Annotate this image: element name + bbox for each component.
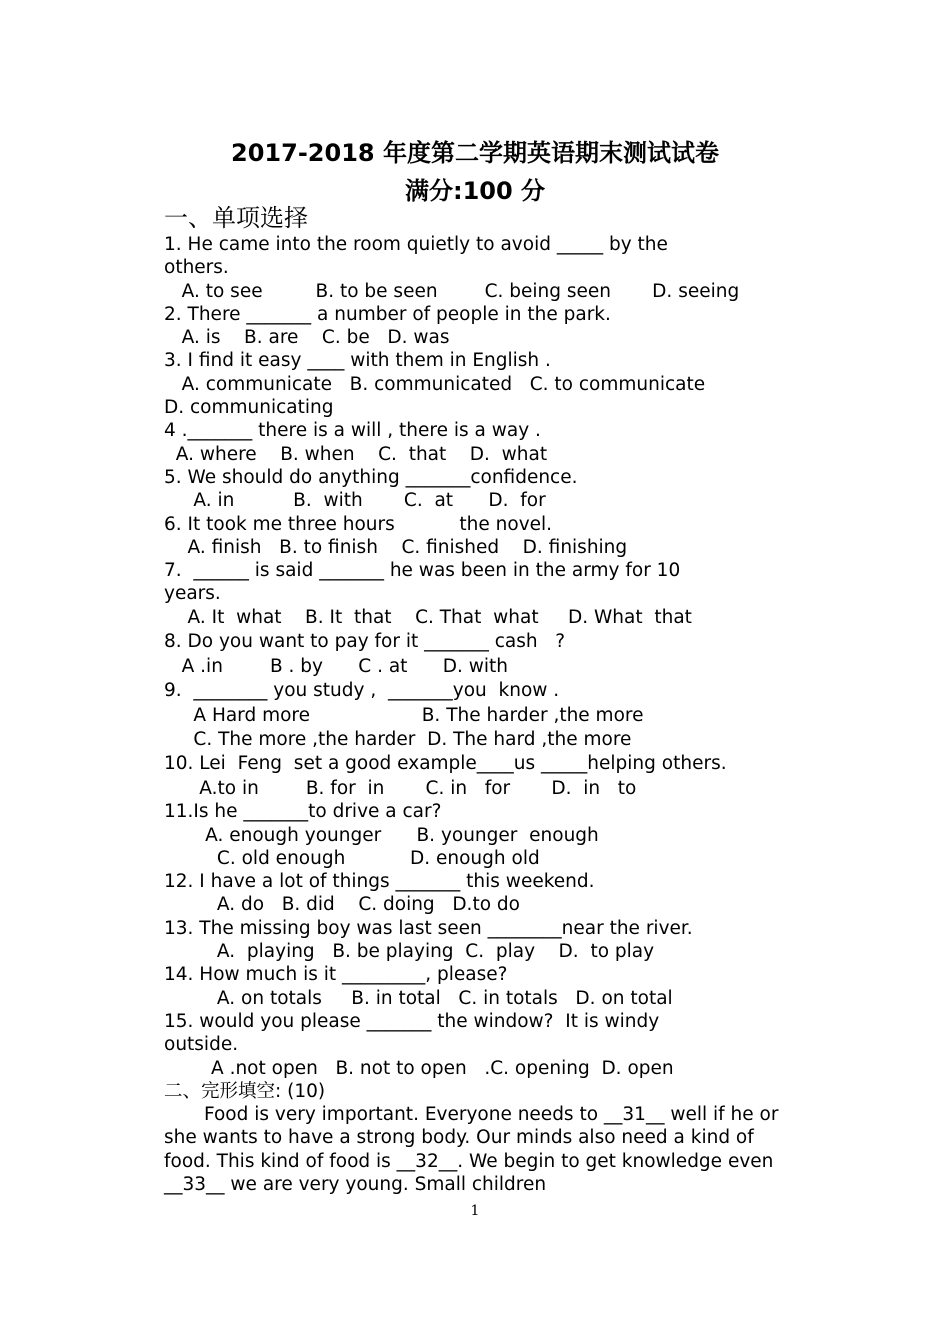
question-line: A Hard more B. The harder ,the more xyxy=(164,705,644,727)
question-line: A. playing B. be playing C. play D. to play xyxy=(164,941,655,963)
question-line: 12. I have a lot of things _______ this weekend. xyxy=(164,871,595,893)
cloze-passage: Food is very important. Everyone needs to __31__ well if he or she wants to have a strong body. Our minds also need a kind of food. This kind of food is __32__. We begin to get knowledge even __33__ we are very young. Small children xyxy=(164,1104,779,1195)
question-line: 7. ______ is said _______ he was been in the army for 10 xyxy=(164,560,681,582)
question-line: A. to see B. to be seen C. being seen D. seeing xyxy=(164,280,740,302)
question-line: others. xyxy=(164,257,229,279)
exam-title: 2017-2018 年度第二学期英语期末测试试卷 xyxy=(231,139,719,167)
question-line: D. communicating xyxy=(164,397,334,419)
question-line: 9. ________ you study , _______you know . xyxy=(164,680,560,702)
question-line: 15. would you please _______ the window? It is windy xyxy=(164,1010,660,1032)
question-line: A. on totals B. in total C. in totals D. on total xyxy=(164,987,673,1009)
question-line: A.to in B. for in C. in for D. in to xyxy=(164,777,637,799)
question-line: 10. Lei Feng set a good example____us _____helping others. xyxy=(164,752,727,774)
question-list xyxy=(164,233,784,1080)
question-line: 11.Is he _______to drive a car? xyxy=(164,801,442,823)
question-line: A. enough younger B. younger enough xyxy=(164,824,599,846)
page-number: 1 xyxy=(470,1203,480,1219)
question-line: C. The more ,the harder D. The hard ,the more xyxy=(164,728,632,750)
question-line: 6. It took me three hours the novel. xyxy=(164,513,553,535)
question-line: A. is B. are C. be D. was xyxy=(164,327,450,349)
exam-body xyxy=(164,233,784,1196)
question-line: A .in B . by C . at D. with xyxy=(164,656,508,678)
question-line: 8. Do you want to pay for it _______ cash ? xyxy=(164,631,566,653)
question-line: 14. How much is it _________, please? xyxy=(164,964,508,986)
question-line: C. old enough D. enough old xyxy=(164,847,540,869)
question-line: A .not open B. not to open .C. opening D. open xyxy=(164,1057,674,1079)
question-line: A. in B. with C. at D. for xyxy=(164,490,546,512)
question-line: 2. There _______ a number of people in the park. xyxy=(164,303,611,325)
question-line: A. where B. when C. that D. what xyxy=(164,443,548,465)
question-line: outside. xyxy=(164,1034,239,1056)
question-line: 3. I find it easy ____ with them in English . xyxy=(164,350,551,372)
question-line: A. do B. did C. doing D.to do xyxy=(164,894,520,916)
question-line: 5. We should do anything _______confidence. xyxy=(164,466,578,488)
question-line: A. communicate B. communicated C. to communicate xyxy=(164,373,706,395)
question-line: 1. He came into the room quietly to avoid _____ by the xyxy=(164,234,668,255)
section1-heading: 一、单项选择 xyxy=(164,204,308,232)
question-line: A. It what B. It that C. That what D. What that xyxy=(164,606,692,628)
question-line: 4 ._______ there is a will , there is a way . xyxy=(164,420,541,442)
section2-heading: 二、完形填空: (10) xyxy=(164,1080,326,1102)
exam-total-score: 满分:100 分 xyxy=(404,177,546,205)
question-line: years. xyxy=(164,583,221,605)
question-line: A. finish B. to finish C. finished D. finishing xyxy=(164,536,628,558)
question-line: 13. The missing boy was last seen ________near the river. xyxy=(164,917,693,939)
